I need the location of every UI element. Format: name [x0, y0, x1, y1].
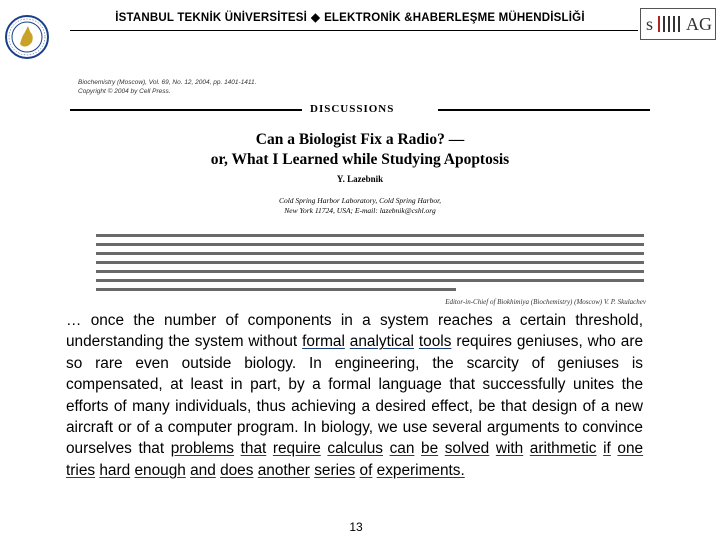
editor-note: Editor-in-Chief of Biokhimiya (Biochemistry) (Moscow) V. P. Skulachev	[445, 298, 646, 306]
svg-text:AG: AG	[686, 14, 712, 34]
abstract-text-lines	[96, 234, 644, 298]
article-author: Y. Lazebnik	[336, 174, 384, 184]
simag-logo-icon	[640, 8, 716, 40]
scanned-article-excerpt	[62, 74, 658, 310]
page-number: 13	[349, 520, 363, 534]
journal-reference: Biochemistry (Moscow), Vol. 69, No. 12, 2004, pp. 1401-1411. Copyright © 2004 by Cell Press.	[78, 79, 257, 95]
header-title: İSTANBUL TEKNİK ÜNİVERSİTESİ ◆ ELEKTRONİK &HABERLEŞME MÜHENDİSLİĞİ	[115, 12, 585, 24]
section-label: DISCUSSIONS	[310, 103, 395, 115]
quote-paragraph: … once the number of components in a system reaches a certain threshold, understanding the system without formal analytical tools requires geniuses, who are so rare even outside biology. In engineering, the scarcity of geniuses is compensated, at least in part, by a formal language that successfully unites the efforts of many individuals, thus achieving a desired effect, be that design of a new aircraft or of a computer program. In biology, we use several arguments to convince ourselves that problems that require calculus can be solved with arithmetic if one tries hard enough and does another series of experiments.	[66, 312, 644, 479]
section-header	[70, 104, 650, 116]
slide-header	[0, 0, 720, 40]
header-divider	[70, 30, 638, 31]
article-title: Can a Biologist Fix a Radio? — or, What I Learned while Studying Apoptosis	[210, 131, 510, 168]
author-affiliation: Cold Spring Harbor Laboratory, Cold Spring Harbor, New York 11724, USA; E-mail: lazebnik@cshl.org	[278, 196, 442, 215]
itu-seal-icon	[4, 4, 50, 70]
svg-text:s: s	[646, 14, 654, 34]
